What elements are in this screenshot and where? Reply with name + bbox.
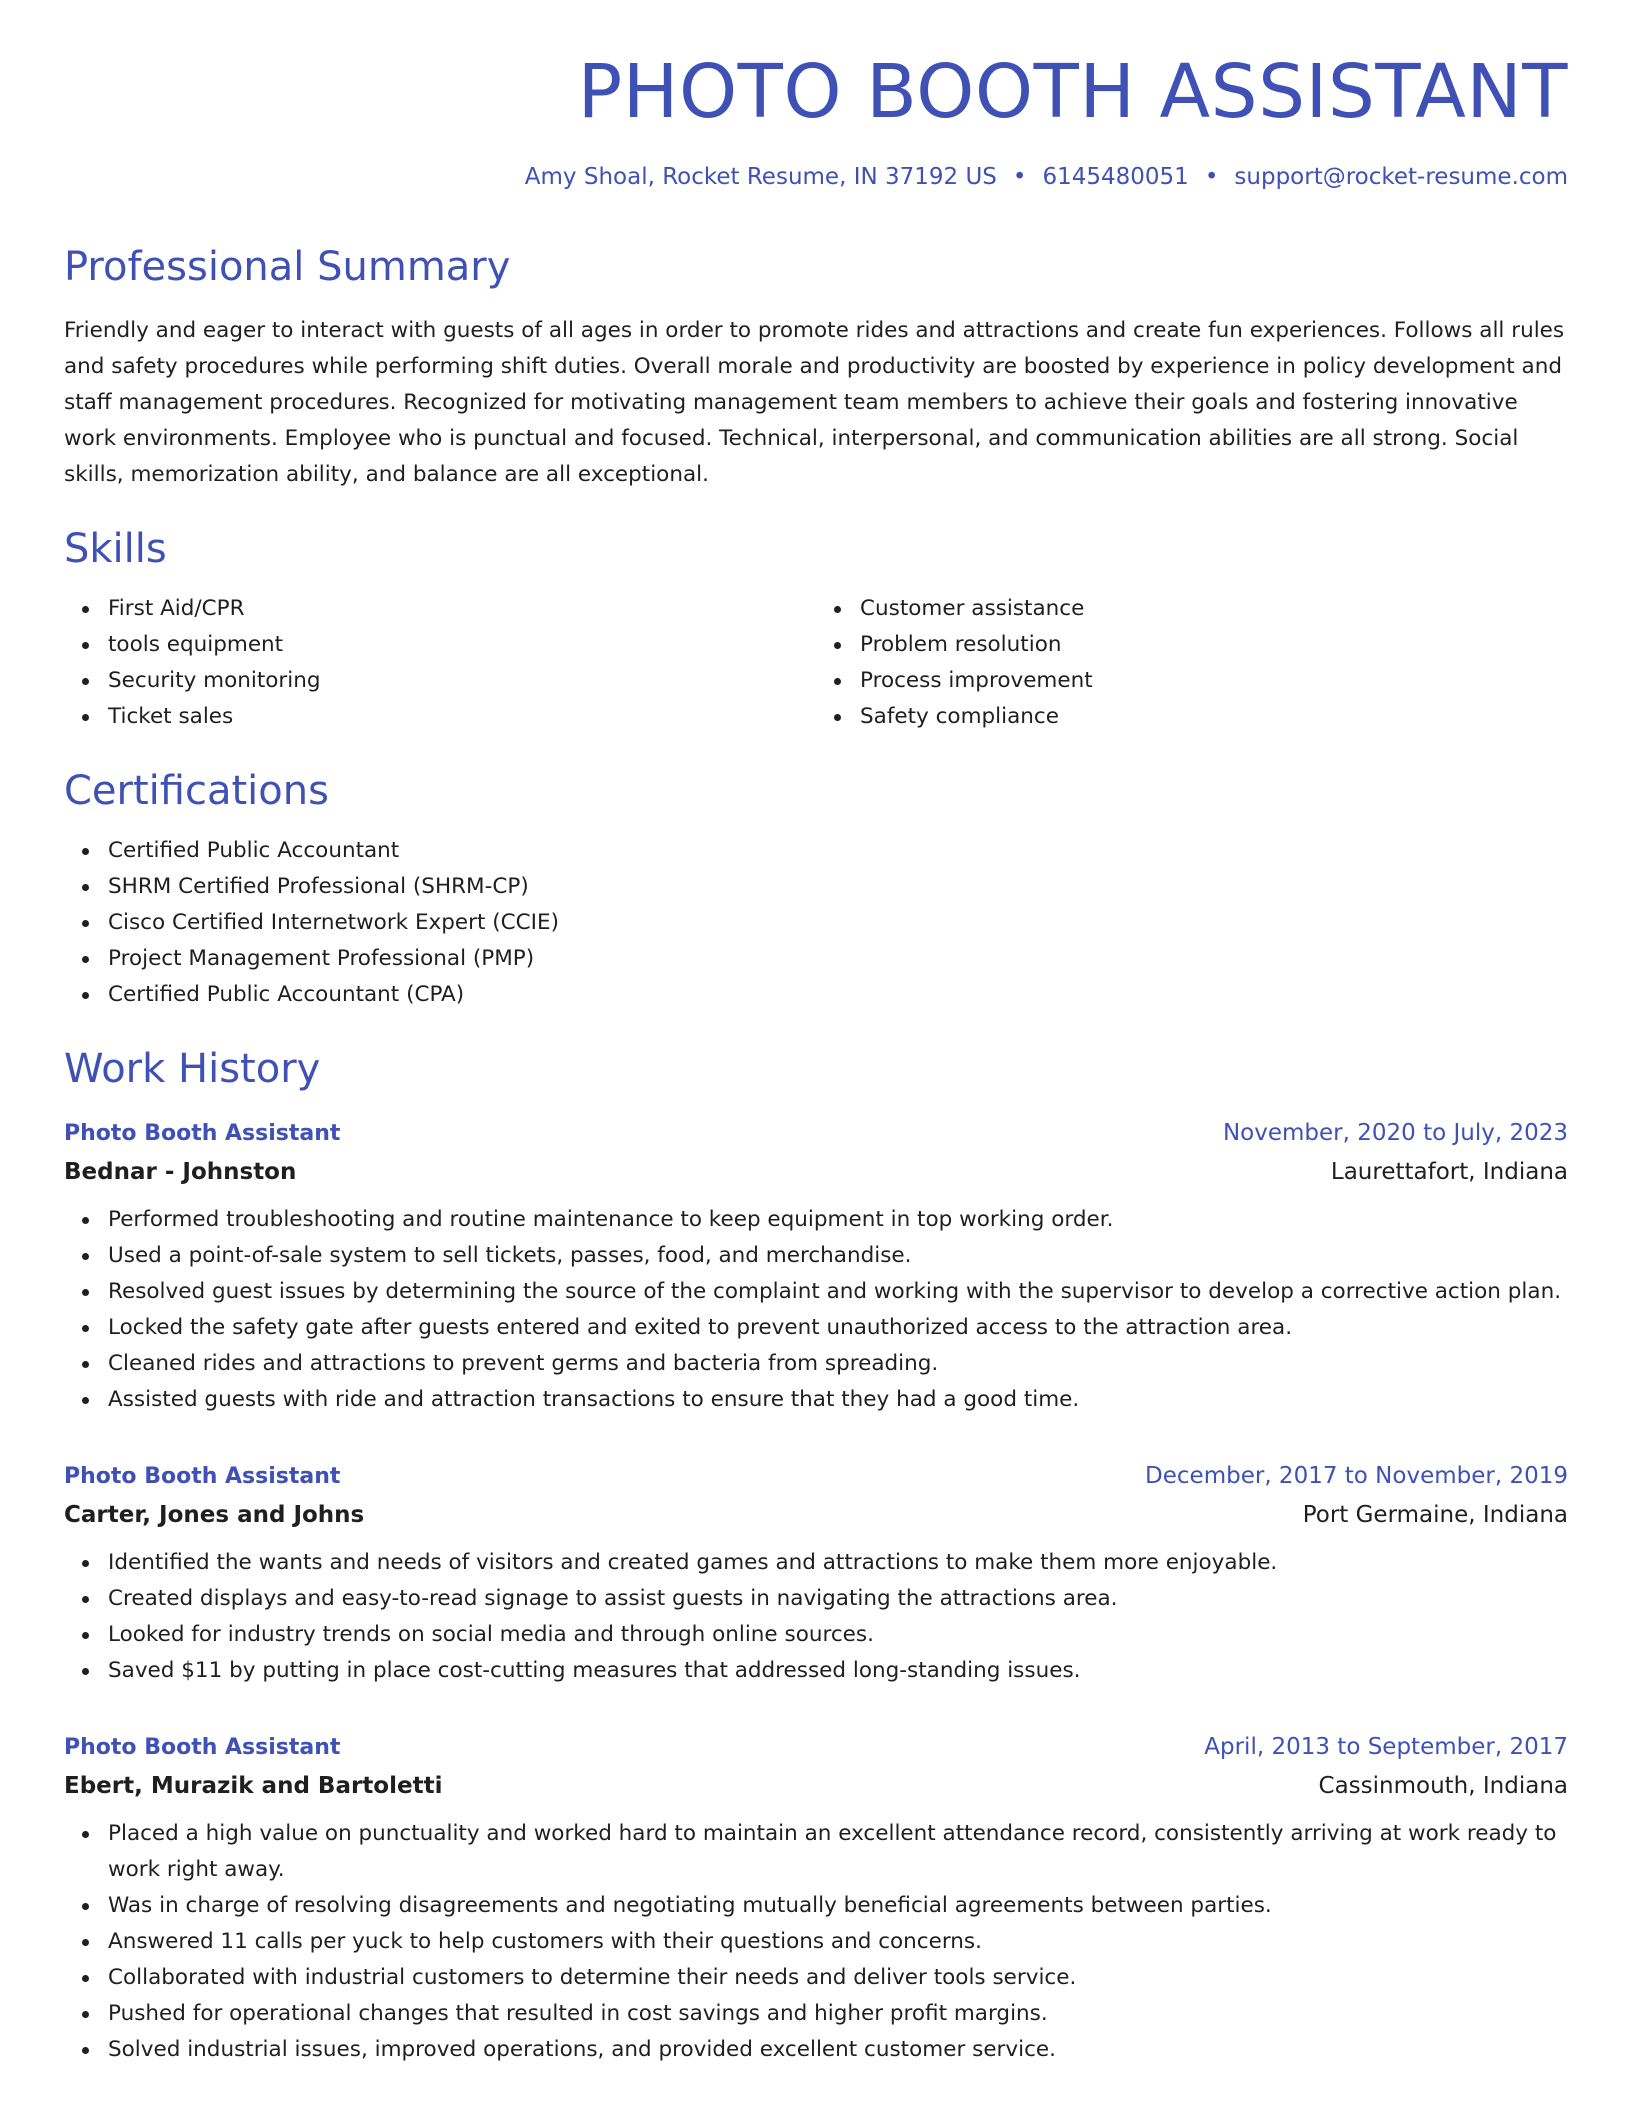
job-bullet: Created displays and easy-to-read signage to assist guests in navigating the attractions area. [108,1581,1568,1617]
certifications-list [64,833,1568,1013]
job-title: Photo Booth Assistant [64,1121,341,1147]
job-bullets [64,1816,1568,2068]
contact-phone: 6145480051 [1042,164,1189,191]
job-title: Photo Booth Assistant [64,1735,341,1761]
skill-item: Ticket sales [108,699,816,735]
job-company-row [64,1152,1568,1192]
skill-item: Security monitoring [108,663,816,699]
job-title-row [64,1729,1568,1766]
certification-item: Cisco Certified Internetwork Expert (CCIE) [108,905,1568,941]
resume-title: PHOTO BOOTH ASSISTANT [577,49,1568,135]
contact-separator: • [1012,164,1027,191]
job-dates: December, 2017 to November, 2019 [1145,1463,1568,1490]
summary-text: Friendly and eager to interact with guests of all ages in order to promote rides and attractions and create fun experiences. Follows all rules and safety procedures while performing shift duties. Overall morale and productivity are boosted by experience in policy development and staff management procedures. Recognized for motivating management team members to achieve their goals and fostering innovative work environments. Employee who is punctual and focused. Technical, interpersonal, and communication abilities are all strong. Social skills, memorization ability, and balance are all exceptional. [64,318,1565,488]
skill-item: Process improvement [860,663,1568,699]
section-heading: Skills [64,526,167,573]
professional-summary-section [64,243,1568,493]
job-company: Bednar - Johnston [64,1159,297,1186]
job-company-row [64,1766,1568,1806]
section-heading: Work History [64,1046,321,1093]
skill-item: Safety compliance [860,699,1568,735]
skills-columns [64,591,1568,735]
job-bullet: Saved $11 by putting in place cost-cutting measures that addressed long-standing issues. [108,1653,1568,1689]
certification-item: SHRM Certified Professional (SHRM-CP) [108,869,1568,905]
job-bullet: Locked the safety gate after guests entered and exited to prevent unauthorized access to the attraction area. [108,1310,1568,1346]
job-bullet: Answered 11 calls per yuck to help customers with their questions and concerns. [108,1924,1568,1960]
section-heading: Professional Summary [64,244,511,291]
job-bullet: Performed troubleshooting and routine maintenance to keep equipment in top working order. [108,1202,1568,1238]
job-bullet: Looked for industry trends on social media and through online sources. [108,1617,1568,1653]
job-entry [64,1115,1568,1418]
job-bullet: Pushed for operational changes that resulted in cost savings and higher profit margins. [108,1996,1568,2032]
job-bullet: Resolved guest issues by determining the source of the complaint and working with the supervisor to develop a corrective action plan. [108,1274,1568,1310]
job-bullet: Placed a high value on punctuality and worked hard to maintain an excellent attendance record, consistently arriving at work ready to work right away. [108,1816,1568,1888]
contact-email[interactable]: support@rocket-resume.com [1234,164,1568,191]
job-company-row [64,1495,1568,1535]
job-dates: November, 2020 to July, 2023 [1222,1120,1568,1147]
contact-address: Amy Shoal, Rocket Resume, IN 37192 US [524,164,997,191]
work-history-section [64,1045,1568,2068]
certification-item: Certified Public Accountant [108,833,1568,869]
job-location: Port Germaine, Indiana [1302,1502,1568,1529]
job-title-row [64,1458,1568,1495]
section-heading: Certifications [64,768,329,815]
contact-separator: • [1204,164,1219,191]
contact-line [64,163,1568,193]
job-bullet: Cleaned rides and attractions to prevent germs and bacteria from spreading. [108,1346,1568,1382]
job-location: Laurettafort, Indiana [1330,1159,1568,1186]
certification-item: Certified Public Accountant (CPA) [108,977,1568,1013]
job-bullet: Was in charge of resolving disagreements and negotiating mutually beneficial agreements between parties. [108,1888,1568,1924]
job-title: Photo Booth Assistant [64,1464,341,1490]
job-entry [64,1458,1568,1689]
skills-section [64,525,1568,735]
skill-item: Problem resolution [860,627,1568,663]
job-bullet: Collaborated with industrial customers to determine their needs and deliver tools service. [108,1960,1568,1996]
job-bullets [64,1545,1568,1689]
job-bullet: Identified the wants and needs of visitors and created games and attractions to make them more enjoyable. [108,1545,1568,1581]
skill-item: Customer assistance [860,591,1568,627]
job-location: Cassinmouth, Indiana [1318,1773,1568,1800]
certifications-section [64,767,1568,1013]
skill-item: First Aid/CPR [108,591,816,627]
certification-item: Project Management Professional (PMP) [108,941,1568,977]
job-bullet: Solved industrial issues, improved operations, and provided excellent customer service. [108,2032,1568,2068]
job-title-row [64,1115,1568,1152]
skills-list-right [816,591,1568,735]
job-bullets [64,1202,1568,1418]
job-bullet: Used a point-of-sale system to sell tickets, passes, food, and merchandise. [108,1238,1568,1274]
job-entry [64,1729,1568,2068]
job-dates: April, 2013 to September, 2017 [1204,1734,1568,1761]
skills-list-left [64,591,816,735]
job-bullet: Assisted guests with ride and attraction transactions to ensure that they had a good time. [108,1382,1568,1418]
job-company: Carter, Jones and Johns [64,1502,365,1529]
resume-header [64,49,1568,193]
job-company: Ebert, Murazik and Bartoletti [64,1773,443,1800]
skill-item: tools equipment [108,627,816,663]
